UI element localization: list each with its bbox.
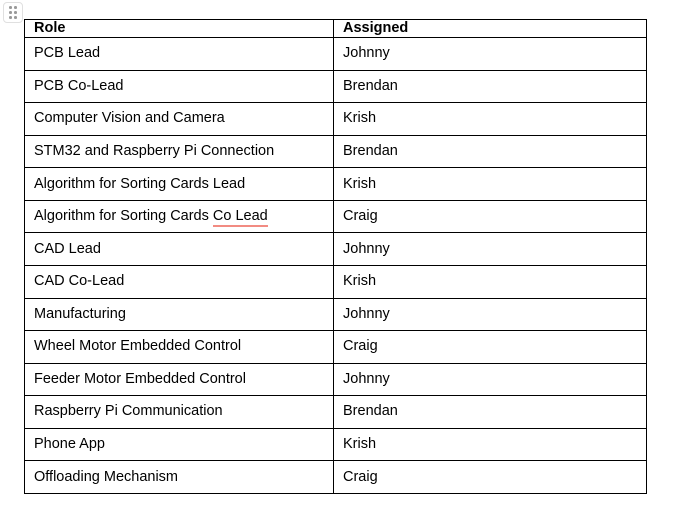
assigned-cell[interactable]: Brendan — [334, 396, 647, 429]
assigned-cell[interactable]: Johnny — [334, 233, 647, 266]
assigned-cell[interactable]: Johnny — [334, 38, 647, 71]
assigned-cell[interactable]: Johnny — [334, 363, 647, 396]
role-cell[interactable]: Algorithm for Sorting Cards Co Lead — [25, 200, 334, 233]
role-cell[interactable]: Wheel Motor Embedded Control — [25, 331, 334, 364]
roles-table-header — [25, 20, 647, 38]
role-cell[interactable]: STM32 and Raspberry Pi Connection — [25, 135, 334, 168]
roles-table — [24, 19, 647, 494]
table-row — [25, 428, 647, 461]
table-row — [25, 168, 647, 201]
assigned-cell[interactable]: Krish — [334, 168, 647, 201]
assigned-cell[interactable]: Johnny — [334, 298, 647, 331]
table-row — [25, 103, 647, 136]
table-row — [25, 461, 647, 494]
assigned-cell[interactable]: Krish — [334, 103, 647, 136]
table-row — [25, 135, 647, 168]
table-row — [25, 396, 647, 429]
role-cell[interactable]: PCB Co-Lead — [25, 70, 334, 103]
spell-error-text: Co Lead — [213, 208, 268, 227]
table-row — [25, 363, 647, 396]
table-row — [25, 331, 647, 364]
assigned-cell[interactable]: Craig — [334, 461, 647, 494]
role-cell[interactable]: CAD Co-Lead — [25, 265, 334, 298]
assigned-cell[interactable]: Krish — [334, 428, 647, 461]
table-row — [25, 38, 647, 71]
assigned-cell[interactable]: Craig — [334, 331, 647, 364]
drag-dots-icon — [9, 6, 17, 19]
assigned-cell[interactable]: Brendan — [334, 70, 647, 103]
role-cell[interactable]: Manufacturing — [25, 298, 334, 331]
role-cell[interactable]: Algorithm for Sorting Cards Lead — [25, 168, 334, 201]
role-cell[interactable]: Raspberry Pi Communication — [25, 396, 334, 429]
assigned-cell[interactable]: Krish — [334, 265, 647, 298]
assigned-cell[interactable]: Craig — [334, 200, 647, 233]
table-row — [25, 200, 647, 233]
header-row — [25, 20, 647, 38]
role-cell[interactable]: CAD Lead — [25, 233, 334, 266]
role-cell[interactable]: Phone App — [25, 428, 334, 461]
roles-table-body — [25, 38, 647, 494]
table-row — [25, 70, 647, 103]
header-cell-assigned[interactable]: Assigned — [334, 20, 647, 38]
role-cell[interactable]: Offloading Mechanism — [25, 461, 334, 494]
table-row — [25, 298, 647, 331]
header-cell-role[interactable]: Role — [25, 20, 334, 38]
role-cell[interactable]: PCB Lead — [25, 38, 334, 71]
assigned-cell[interactable]: Brendan — [334, 135, 647, 168]
role-cell[interactable]: Feeder Motor Embedded Control — [25, 363, 334, 396]
table-drag-handle[interactable] — [3, 2, 23, 23]
table-row — [25, 265, 647, 298]
table-row — [25, 233, 647, 266]
role-cell[interactable]: Computer Vision and Camera — [25, 103, 334, 136]
